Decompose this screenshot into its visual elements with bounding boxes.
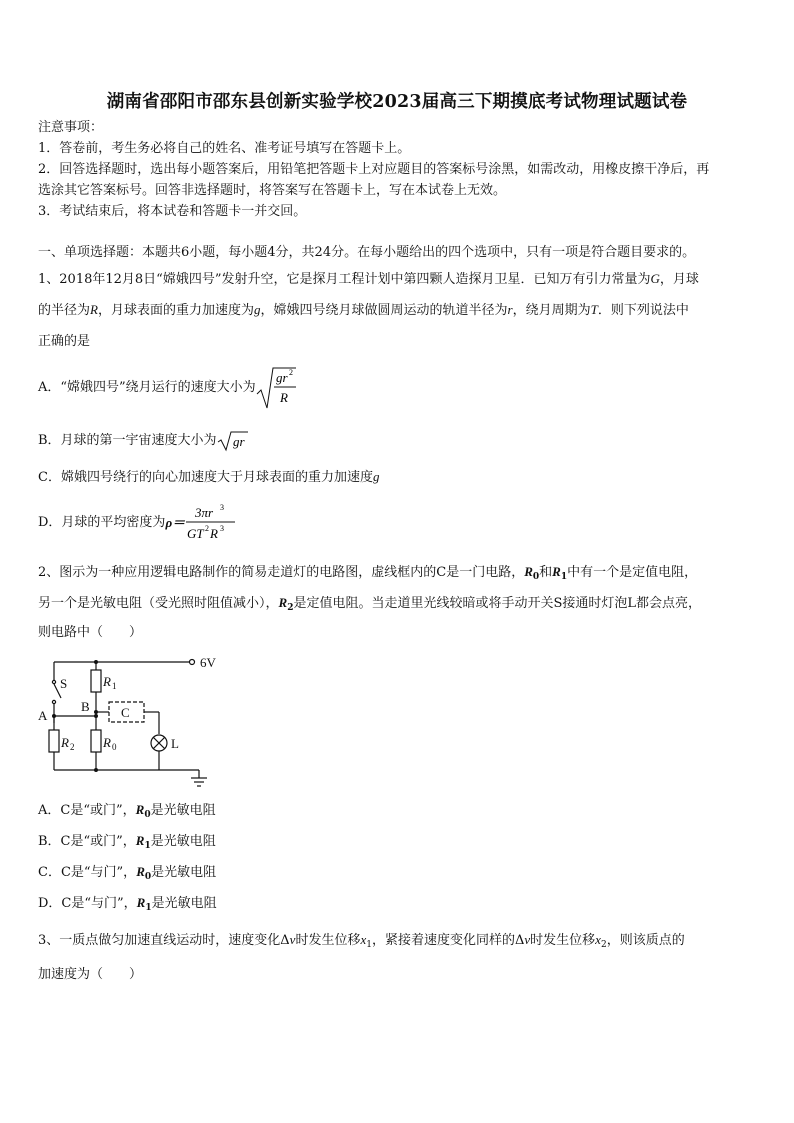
q3-line2: 加速度为（ ）	[38, 967, 143, 982]
section-heading: 一、单项选择题：本题共6小题，每小题4分，共24分。在每小题给出的四个选项中，只有一项是符合题目要求的。	[38, 245, 696, 260]
q2-line1: 2、图示为一种应用逻辑电路制作的简易走道灯的电路图，虚线框内的C是一门电路，$R_0$和$R_1$中有一个是定值电阻，	[38, 564, 698, 582]
notice-heading: 注意事项：	[38, 120, 104, 135]
svg-text:gr: gr	[232, 434, 245, 449]
q2-option-a[interactable]: A．C是“或门”，$R_0$是光敏电阻	[38, 802, 216, 820]
notice-item: 1．答卷前，考生务必将自己的姓名、准考证号填写在答题卡上。	[38, 141, 411, 156]
r0-label: R	[103, 735, 111, 750]
svg-text:gr: gr	[275, 370, 288, 385]
q1-option-a[interactable]: A．“嫦娥四号”绕月运行的速度大小为 gr 2 R	[38, 366, 298, 410]
q2-option-b[interactable]: B．C是“或门”，$R_1$是光敏电阻	[38, 833, 216, 851]
q3-line1: 3、一质点做匀加速直线运动时，速度变化Δv时发生位移$x_1$，紧接着速度变化同样的Δv时发生位移$x_2$，则该质点的	[38, 932, 685, 950]
q2-line2: 另一个是光敏电阻（受光照时阻值减小），$R_2$是定值电阻。当走道里光线较暗或将手动开关S接通时灯泡L都会点亮，	[38, 595, 701, 613]
svg-text:3: 3	[220, 524, 225, 533]
r2-sub: 2	[70, 742, 75, 752]
r2-label: R	[61, 735, 69, 750]
gate-c-label: C	[121, 705, 130, 720]
lamp-label: L	[171, 736, 179, 751]
svg-text:R: R	[279, 390, 288, 405]
svg-text:3: 3	[220, 503, 225, 512]
formula-density	[185, 503, 239, 543]
page-title: 湖南省邵阳市邵东县创新实验学校2023届高三下期摸底考试物理试题试卷	[106, 92, 688, 112]
svg-text:2: 2	[288, 368, 293, 377]
svg-text:R: R	[210, 526, 219, 541]
q1-line3: 正确的是	[38, 334, 91, 349]
node-a-label: A	[38, 708, 48, 723]
q1-option-c[interactable]: C．嫦娥四号绕行的向心加速度大于月球表面的重力加速度g	[38, 469, 380, 485]
formula-sqrt-gr	[217, 430, 249, 452]
circuit-diagram	[34, 650, 224, 790]
voltage-label: 6V	[200, 655, 216, 670]
svg-text:3πr: 3πr	[195, 505, 214, 520]
q2-option-d[interactable]: D．C是“与门”，$R_1$是光敏电阻	[38, 895, 217, 913]
notice-item: 2．回答选择题时，选出每小题答案后，用铅笔把答题卡上对应题目的答案标号涂黑，如需改动，用橡皮擦干净后，再	[38, 162, 710, 177]
r1-label: R	[103, 674, 111, 689]
node-b-label: B	[81, 699, 90, 714]
notice-item: 3．考试结束后，将本试卷和答题卡一并交回。	[38, 204, 307, 219]
q2-r0-sub: 0	[532, 572, 540, 582]
q1-option-b[interactable]: B．月球的第一宇宙速度大小为 gr	[38, 430, 249, 452]
q1-option-d[interactable]: D．月球的平均密度为ρ＝ 3πr 3 GT 2 R 3	[38, 503, 239, 543]
q2-line3: 则电路中（ ）	[38, 625, 143, 640]
q1-line1: 1、2018年12月8日“嫦娥四号”发射升空，它是探月工程计划中第四颗人造探月卫星．已知万有引力常量为G，月球	[38, 271, 699, 287]
q2-option-c[interactable]: C．C是“与门”，$R_0$是光敏电阻	[38, 864, 217, 882]
r0-sub: 0	[112, 742, 117, 752]
svg-text:GT: GT	[187, 526, 204, 541]
notice-item: 选涂其它答案标号。回答非选择题时，将答案写在答题卡上，写在本试卷上无效。	[38, 183, 507, 198]
r1-sub: 1	[112, 681, 117, 691]
q1-line2: 的半径为R，月球表面的重力加速度为g，嫦娥四号绕月球做圆周运动的轨道半径为r，绕月周期为T．则下列说法中	[38, 302, 689, 318]
formula-sqrt-gr2-over-R	[256, 366, 298, 410]
switch-label: S	[60, 676, 68, 691]
svg-text:2: 2	[205, 524, 210, 533]
